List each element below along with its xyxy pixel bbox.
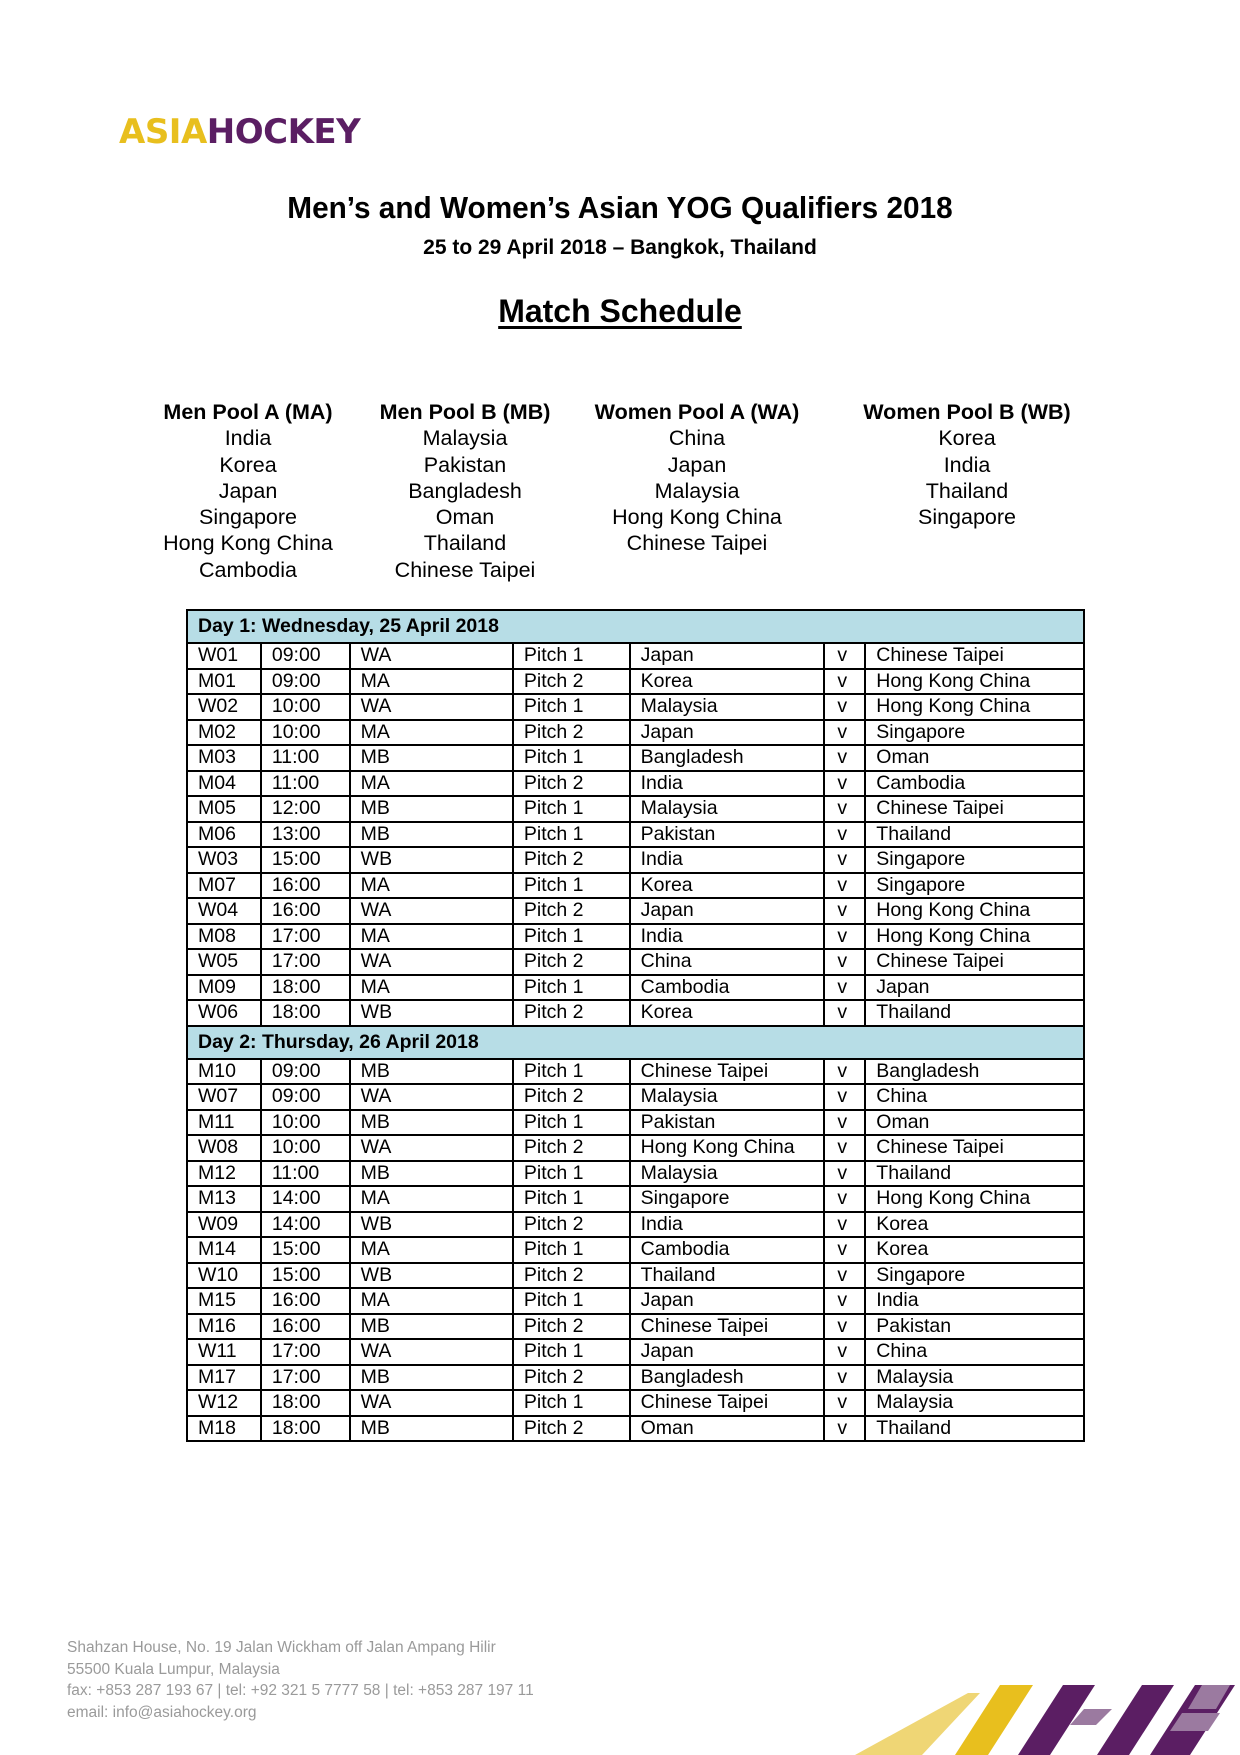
pool-team: Chinese Taipei <box>394 557 536 582</box>
pool-cell: WB <box>350 1212 513 1238</box>
match-schedule-table <box>186 609 1085 1442</box>
pitch-cell: Pitch 2 <box>513 1212 630 1238</box>
home-team-cell: Cambodia <box>630 1237 825 1263</box>
time-cell: 11:00 <box>261 771 350 797</box>
match-row <box>187 720 1084 746</box>
away-team-cell: Cambodia <box>865 771 1084 797</box>
pitch-cell: Pitch 2 <box>513 720 630 746</box>
match-row <box>187 1186 1084 1212</box>
away-team-cell: Korea <box>865 1212 1084 1238</box>
away-team-cell: Bangladesh <box>865 1059 1084 1085</box>
pool-cell: MA <box>350 771 513 797</box>
away-team-cell: Chinese Taipei <box>865 796 1084 822</box>
match-row <box>187 643 1084 669</box>
pitch-cell: Pitch 1 <box>513 975 630 1001</box>
match-id-cell: W06 <box>187 1000 261 1026</box>
away-team-cell: Hong Kong China <box>865 669 1084 695</box>
versus-cell: v <box>824 1237 865 1263</box>
home-team-cell: Cambodia <box>630 975 825 1001</box>
time-cell: 15:00 <box>261 1237 350 1263</box>
away-team-cell: Japan <box>865 975 1084 1001</box>
pool-heading: Men Pool A (MA) <box>163 400 333 424</box>
time-cell: 10:00 <box>261 720 350 746</box>
match-row <box>187 822 1084 848</box>
day-header-row <box>187 610 1084 643</box>
pitch-cell: Pitch 1 <box>513 1237 630 1263</box>
pitch-cell: Pitch 1 <box>513 745 630 771</box>
away-team-cell: Singapore <box>865 873 1084 899</box>
time-cell: 10:00 <box>261 1110 350 1136</box>
pool-cell: MB <box>350 796 513 822</box>
match-row <box>187 796 1084 822</box>
section-title <box>0 292 1240 330</box>
match-id-cell: W11 <box>187 1339 261 1365</box>
pool-heading: Women Pool B (WB) <box>863 400 1071 424</box>
pool-team: Hong Kong China <box>612 505 782 530</box>
time-cell: 14:00 <box>261 1186 350 1212</box>
home-team-cell: Japan <box>630 1339 825 1365</box>
pool-team: Korea <box>219 452 277 477</box>
pitch-cell: Pitch 1 <box>513 822 630 848</box>
pitch-cell: Pitch 2 <box>513 669 630 695</box>
match-row <box>187 1263 1084 1289</box>
asiahockey-logo <box>119 112 360 152</box>
away-team-cell: Hong Kong China <box>865 1186 1084 1212</box>
pool-cell: MB <box>350 1314 513 1340</box>
match-id-cell: M08 <box>187 924 261 950</box>
footer-phone: fax: +853 287 193 67 | tel: +92 321 5 7777 58 | tel: +853 287 197 11 <box>67 1682 534 1699</box>
pool-heading: Men Pool B (MB) <box>379 400 551 424</box>
document-subtitle: 25 to 29 April 2018 – Bangkok, Thailand <box>423 236 817 259</box>
pitch-cell: Pitch 2 <box>513 1365 630 1391</box>
pool-cell: MA <box>350 1237 513 1263</box>
match-row <box>187 1288 1084 1314</box>
versus-cell: v <box>824 796 865 822</box>
match-id-cell: M17 <box>187 1365 261 1391</box>
time-cell: 10:00 <box>261 694 350 720</box>
away-team-cell: Korea <box>865 1237 1084 1263</box>
match-id-cell: W08 <box>187 1135 261 1161</box>
footer-address-line1: Shahzan House, No. 19 Jalan Wickham off Jalan Ampang Hilir <box>67 1639 496 1656</box>
match-row <box>187 1059 1084 1085</box>
home-team-cell: India <box>630 771 825 797</box>
pitch-cell: Pitch 2 <box>513 1135 630 1161</box>
match-id-cell: M02 <box>187 720 261 746</box>
away-team-cell: Singapore <box>865 720 1084 746</box>
pool-cell: MB <box>350 745 513 771</box>
match-row <box>187 949 1084 975</box>
pool-cell: MA <box>350 975 513 1001</box>
home-team-cell: Malaysia <box>630 796 825 822</box>
time-cell: 09:00 <box>261 1059 350 1085</box>
versus-cell: v <box>824 1135 865 1161</box>
away-team-cell: India <box>865 1288 1084 1314</box>
match-row <box>187 1212 1084 1238</box>
versus-cell: v <box>824 924 865 950</box>
home-team-cell: Pakistan <box>630 822 825 848</box>
match-row <box>187 924 1084 950</box>
pool-team: Pakistan <box>423 452 507 477</box>
match-row <box>187 1161 1084 1187</box>
home-team-cell: Malaysia <box>630 1084 825 1110</box>
time-cell: 18:00 <box>261 1416 350 1442</box>
match-row <box>187 847 1084 873</box>
match-row <box>187 1000 1084 1026</box>
logo-asia-text: ASIA <box>119 112 207 152</box>
pitch-cell: Pitch 2 <box>513 1314 630 1340</box>
match-id-cell: M05 <box>187 796 261 822</box>
match-row <box>187 1365 1084 1391</box>
match-row <box>187 1416 1084 1442</box>
pool-cell: MB <box>350 1161 513 1187</box>
section-title-text: Match Schedule <box>498 293 742 329</box>
pool-team: Cambodia <box>199 557 297 582</box>
pitch-cell: Pitch 1 <box>513 873 630 899</box>
match-id-cell: W01 <box>187 643 261 669</box>
away-team-cell: Oman <box>865 1110 1084 1136</box>
pool-cell: MB <box>350 822 513 848</box>
versus-cell: v <box>824 1110 865 1136</box>
home-team-cell: Japan <box>630 1288 825 1314</box>
pool-cell: WA <box>350 643 513 669</box>
versus-cell: v <box>824 949 865 975</box>
match-id-cell: W05 <box>187 949 261 975</box>
pool-team: China <box>668 426 726 451</box>
versus-cell: v <box>824 1263 865 1289</box>
time-cell: 09:00 <box>261 1084 350 1110</box>
versus-cell: v <box>824 1186 865 1212</box>
pool-women-b <box>845 399 1089 530</box>
schedule-body <box>187 610 1084 1441</box>
pool-team: Malaysia <box>422 426 508 451</box>
match-id-cell: M10 <box>187 1059 261 1085</box>
time-cell: 09:00 <box>261 643 350 669</box>
pool-team: Thailand <box>423 531 507 556</box>
time-cell: 16:00 <box>261 898 350 924</box>
pitch-cell: Pitch 1 <box>513 1161 630 1187</box>
versus-cell: v <box>824 745 865 771</box>
pool-cell: WB <box>350 1000 513 1026</box>
pool-cell: WA <box>350 949 513 975</box>
match-id-cell: M03 <box>187 745 261 771</box>
home-team-cell: Oman <box>630 1416 825 1442</box>
time-cell: 15:00 <box>261 847 350 873</box>
versus-cell: v <box>824 1416 865 1442</box>
pool-men-b <box>363 399 567 583</box>
time-cell: 12:00 <box>261 796 350 822</box>
versus-cell: v <box>824 1059 865 1085</box>
pool-team: Oman <box>435 505 495 530</box>
time-cell: 09:00 <box>261 669 350 695</box>
versus-cell: v <box>824 720 865 746</box>
away-team-cell: Singapore <box>865 1263 1084 1289</box>
home-team-cell: Korea <box>630 1000 825 1026</box>
home-team-cell: Bangladesh <box>630 745 825 771</box>
away-team-cell: Hong Kong China <box>865 694 1084 720</box>
away-team-cell: Malaysia <box>865 1365 1084 1391</box>
versus-cell: v <box>824 822 865 848</box>
pool-cell: MB <box>350 1365 513 1391</box>
time-cell: 16:00 <box>261 1314 350 1340</box>
versus-cell: v <box>824 771 865 797</box>
match-row <box>187 1110 1084 1136</box>
pool-men-a <box>148 399 348 583</box>
match-id-cell: M01 <box>187 669 261 695</box>
pitch-cell: Pitch 1 <box>513 1186 630 1212</box>
home-team-cell: Hong Kong China <box>630 1135 825 1161</box>
versus-cell: v <box>824 1339 865 1365</box>
pool-cell: MA <box>350 873 513 899</box>
away-team-cell: China <box>865 1339 1084 1365</box>
match-id-cell: M14 <box>187 1237 261 1263</box>
match-id-cell: M09 <box>187 975 261 1001</box>
pool-team: Japan <box>667 452 727 477</box>
home-team-cell: Pakistan <box>630 1110 825 1136</box>
pitch-cell: Pitch 1 <box>513 1059 630 1085</box>
versus-cell: v <box>824 1288 865 1314</box>
match-row <box>187 1135 1084 1161</box>
pool-cell: MB <box>350 1059 513 1085</box>
time-cell: 16:00 <box>261 1288 350 1314</box>
match-row <box>187 1084 1084 1110</box>
pool-cell: WB <box>350 1263 513 1289</box>
pool-cell: WA <box>350 1135 513 1161</box>
pitch-cell: Pitch 2 <box>513 949 630 975</box>
time-cell: 17:00 <box>261 1365 350 1391</box>
away-team-cell: Hong Kong China <box>865 924 1084 950</box>
pool-cell: MA <box>350 720 513 746</box>
pitch-cell: Pitch 1 <box>513 924 630 950</box>
pool-team: India <box>224 426 272 451</box>
home-team-cell: Singapore <box>630 1186 825 1212</box>
day-header-row <box>187 1026 1084 1059</box>
home-team-cell: Chinese Taipei <box>630 1059 825 1085</box>
ahf-logo-icon <box>850 1683 1240 1755</box>
match-id-cell: W10 <box>187 1263 261 1289</box>
time-cell: 11:00 <box>261 1161 350 1187</box>
away-team-cell: Chinese Taipei <box>865 949 1084 975</box>
versus-cell: v <box>824 643 865 669</box>
away-team-cell: Thailand <box>865 822 1084 848</box>
versus-cell: v <box>824 1314 865 1340</box>
home-team-cell: Chinese Taipei <box>630 1390 825 1416</box>
time-cell: 17:00 <box>261 949 350 975</box>
home-team-cell: Korea <box>630 669 825 695</box>
away-team-cell: Thailand <box>865 1000 1084 1026</box>
day-header: Day 2: Thursday, 26 April 2018 <box>187 1026 1084 1059</box>
time-cell: 10:00 <box>261 1135 350 1161</box>
versus-cell: v <box>824 847 865 873</box>
versus-cell: v <box>824 1365 865 1391</box>
home-team-cell: China <box>630 949 825 975</box>
pool-team: Thailand <box>925 478 1009 503</box>
match-id-cell: M04 <box>187 771 261 797</box>
pitch-cell: Pitch 2 <box>513 898 630 924</box>
footer-email: email: info@asiahockey.org <box>67 1703 257 1721</box>
time-cell: 17:00 <box>261 924 350 950</box>
match-row <box>187 1390 1084 1416</box>
pool-cell: WA <box>350 898 513 924</box>
pool-cell: MB <box>350 1110 513 1136</box>
pool-team: Japan <box>218 478 278 503</box>
match-id-cell: W03 <box>187 847 261 873</box>
match-row <box>187 898 1084 924</box>
versus-cell: v <box>824 1212 865 1238</box>
pitch-cell: Pitch 2 <box>513 847 630 873</box>
pool-team: Malaysia <box>654 478 740 503</box>
pitch-cell: Pitch 2 <box>513 1000 630 1026</box>
home-team-cell: Japan <box>630 643 825 669</box>
home-team-cell: Malaysia <box>630 1161 825 1187</box>
pool-team: Singapore <box>198 505 298 530</box>
match-id-cell: W12 <box>187 1390 261 1416</box>
match-id-cell: W04 <box>187 898 261 924</box>
pitch-cell: Pitch 1 <box>513 694 630 720</box>
time-cell: 15:00 <box>261 1263 350 1289</box>
away-team-cell: Singapore <box>865 847 1084 873</box>
time-cell: 16:00 <box>261 873 350 899</box>
pitch-cell: Pitch 2 <box>513 1084 630 1110</box>
day-header: Day 1: Wednesday, 25 April 2018 <box>187 610 1084 643</box>
away-team-cell: Malaysia <box>865 1390 1084 1416</box>
home-team-cell: Japan <box>630 898 825 924</box>
versus-cell: v <box>824 1084 865 1110</box>
away-team-cell: Thailand <box>865 1161 1084 1187</box>
match-row <box>187 1339 1084 1365</box>
home-team-cell: Japan <box>630 720 825 746</box>
pitch-cell: Pitch 1 <box>513 1288 630 1314</box>
home-team-cell: India <box>630 1212 825 1238</box>
match-id-cell: W09 <box>187 1212 261 1238</box>
away-team-cell: China <box>865 1084 1084 1110</box>
match-id-cell: M13 <box>187 1186 261 1212</box>
versus-cell: v <box>824 975 865 1001</box>
pitch-cell: Pitch 1 <box>513 796 630 822</box>
away-team-cell: Pakistan <box>865 1314 1084 1340</box>
match-id-cell: M12 <box>187 1161 261 1187</box>
pool-cell: WA <box>350 1390 513 1416</box>
pool-cell: WA <box>350 1084 513 1110</box>
versus-cell: v <box>824 1161 865 1187</box>
match-row <box>187 1237 1084 1263</box>
time-cell: 18:00 <box>261 1000 350 1026</box>
match-id-cell: M15 <box>187 1288 261 1314</box>
pitch-cell: Pitch 2 <box>513 771 630 797</box>
versus-cell: v <box>824 1390 865 1416</box>
match-id-cell: M07 <box>187 873 261 899</box>
home-team-cell: Korea <box>630 873 825 899</box>
pool-cell: MA <box>350 1186 513 1212</box>
time-cell: 18:00 <box>261 975 350 1001</box>
away-team-cell: Thailand <box>865 1416 1084 1442</box>
match-id-cell: W07 <box>187 1084 261 1110</box>
time-cell: 14:00 <box>261 1212 350 1238</box>
pitch-cell: Pitch 2 <box>513 1416 630 1442</box>
versus-cell: v <box>824 694 865 720</box>
pool-heading: Women Pool A (WA) <box>594 400 800 424</box>
pool-cell: MA <box>350 669 513 695</box>
home-team-cell: India <box>630 924 825 950</box>
home-team-cell: Malaysia <box>630 694 825 720</box>
pool-cell: WA <box>350 694 513 720</box>
time-cell: 18:00 <box>261 1390 350 1416</box>
match-id-cell: M16 <box>187 1314 261 1340</box>
match-row <box>187 975 1084 1001</box>
match-row <box>187 745 1084 771</box>
pool-cell: MB <box>350 1416 513 1442</box>
pool-cell: WB <box>350 847 513 873</box>
time-cell: 17:00 <box>261 1339 350 1365</box>
footer-address-line2: 55500 Kuala Lumpur, Malaysia <box>67 1660 280 1678</box>
document-title: Men’s and Women’s Asian YOG Qualifiers 2018 <box>287 190 953 225</box>
pool-women-a <box>577 399 817 557</box>
match-id-cell: M11 <box>187 1110 261 1136</box>
match-row <box>187 1314 1084 1340</box>
away-team-cell: Hong Kong China <box>865 898 1084 924</box>
match-id-cell: M18 <box>187 1416 261 1442</box>
pitch-cell: Pitch 1 <box>513 1390 630 1416</box>
pitch-cell: Pitch 1 <box>513 643 630 669</box>
versus-cell: v <box>824 1000 865 1026</box>
versus-cell: v <box>824 898 865 924</box>
pool-team: Hong Kong China <box>163 531 333 556</box>
footer-contact <box>67 1637 534 1723</box>
pool-team: Singapore <box>917 505 1017 530</box>
pool-team: Chinese Taipei <box>626 531 768 556</box>
pitch-cell: Pitch 1 <box>513 1339 630 1365</box>
pool-team: India <box>943 452 991 477</box>
away-team-cell: Oman <box>865 745 1084 771</box>
pool-cell: MA <box>350 924 513 950</box>
time-cell: 13:00 <box>261 822 350 848</box>
away-team-cell: Chinese Taipei <box>865 1135 1084 1161</box>
match-row <box>187 771 1084 797</box>
match-row <box>187 694 1084 720</box>
versus-cell: v <box>824 669 865 695</box>
versus-cell: v <box>824 873 865 899</box>
home-team-cell: Bangladesh <box>630 1365 825 1391</box>
pool-cell: WA <box>350 1339 513 1365</box>
match-id-cell: M06 <box>187 822 261 848</box>
pool-cell: MA <box>350 1288 513 1314</box>
pool-team: Bangladesh <box>408 478 522 503</box>
pitch-cell: Pitch 2 <box>513 1263 630 1289</box>
pool-team: Korea <box>938 426 996 451</box>
logo-hockey-text: HOCKEY <box>206 112 361 152</box>
match-row <box>187 873 1084 899</box>
match-id-cell: W02 <box>187 694 261 720</box>
pitch-cell: Pitch 1 <box>513 1110 630 1136</box>
time-cell: 11:00 <box>261 745 350 771</box>
away-team-cell: Chinese Taipei <box>865 643 1084 669</box>
home-team-cell: Thailand <box>630 1263 825 1289</box>
match-row <box>187 669 1084 695</box>
home-team-cell: India <box>630 847 825 873</box>
home-team-cell: Chinese Taipei <box>630 1314 825 1340</box>
